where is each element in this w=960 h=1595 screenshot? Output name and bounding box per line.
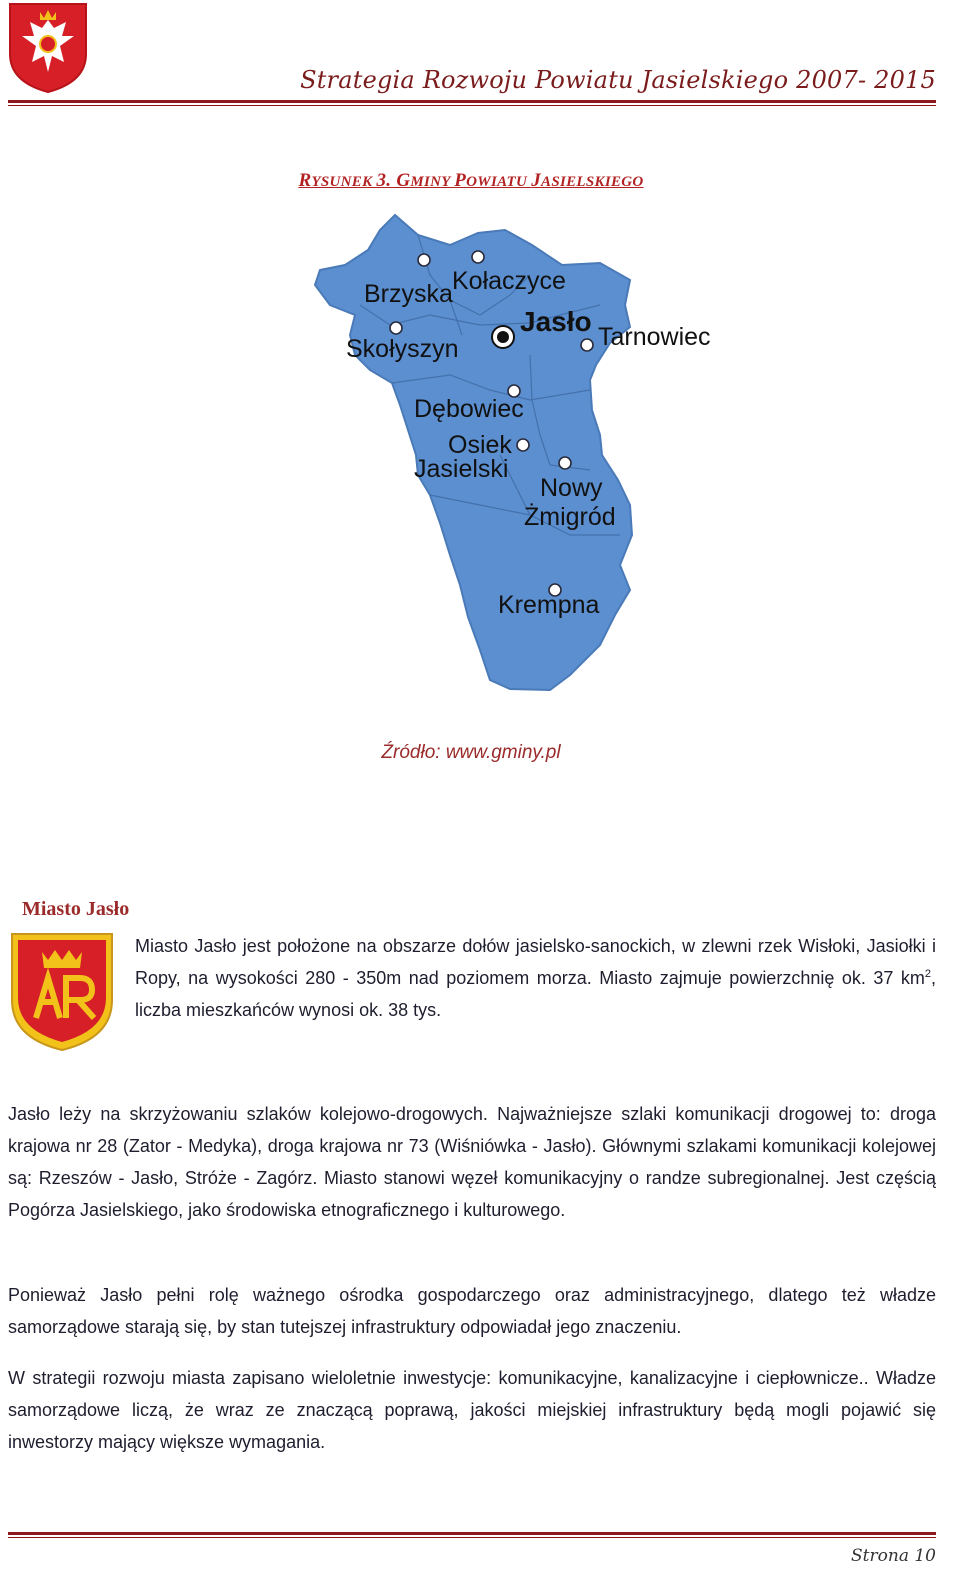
jaslo-crest-icon: [8, 930, 116, 1054]
header-divider-thin: [8, 105, 936, 106]
map-label-osiek-line1: Osiek: [448, 431, 512, 459]
figure-caption: RYSUNEK 3. GMINY POWIATU JASIELSKIEGO: [298, 170, 644, 191]
map-point-tarnowiec: [581, 339, 593, 351]
map-label-nowy-line1: Nowy: [540, 474, 603, 502]
map-point-osiek: [517, 439, 529, 451]
paragraph-transport: Jasło leży na skrzyżowaniu szlaków kolejowo-drogowych. Najważniejsze szlaki komunikacji drogowej to: droga krajowa nr 28 (Zator - Medyka), droga krajowa nr 73 (Wiśniówka - Jasło). Głównymi szlakami komunikacji kolejowej są: Rzeszów - Jasło, Stróże - Zagórz. Miasto stanowi węzeł komunikacyjny o randze subregionalnej. Jest częścią Pogórza Jasielskiego, jako środowiska etnograficznego i kulturowego.: [8, 1104, 936, 1220]
map-label-tarnowiec: Tarnowiec: [598, 323, 711, 351]
paragraph-jaslo-location: Miasto Jasło jest położone na obszarze dołów jasielsko-sanockich, w zlewni rzek Wisłoki, Jasiołki i Ropy, na wysokości 280 - 350m nad poziomem morza. Miasto zajmuje powierzchnię ok. 37 $km^2$, liczba mieszkańców wynosi ok. 38 tys.: [135, 936, 936, 1020]
eagle-crest-icon: [8, 2, 88, 94]
map-label-debowiec: Dębowiec: [414, 395, 524, 423]
document-header-title: Strategia Rozwoju Powiatu Jasielskiego 2007- 2015: [300, 66, 936, 94]
map-label-brzyska: Brzyska: [364, 280, 453, 308]
header-divider: [8, 100, 936, 103]
map-point-nowy-zmigrod: [559, 457, 571, 469]
footer-divider: [8, 1532, 936, 1535]
map-label-kolaczyce: Kołaczyce: [452, 267, 566, 295]
map-label-nowy-line2: Żmigród: [524, 503, 616, 531]
header-crest: [8, 2, 88, 94]
figure-source: Źródło: www.gminy.pl: [381, 742, 561, 763]
section-heading: Miasto Jasło: [22, 898, 130, 920]
map-label-osiek-line2: Jasielski: [414, 455, 509, 483]
map-point-jaslo-inner: [497, 331, 509, 343]
map-point-kolaczyce: [472, 251, 484, 263]
paragraph-economy: Ponieważ Jasło pełni rolę ważnego ośrodka gospodarczego oraz administracyjnego, dlatego też władze samorządowe starają się, by stan tutejszej infrastruktury odpowiadał jego znaczeniu.: [8, 1285, 936, 1337]
jaslo-crest: [8, 930, 116, 1054]
map-point-skolyszyn: [390, 322, 402, 334]
county-map: [300, 205, 730, 700]
map-label-krempna: Krempna: [498, 591, 600, 619]
footer-divider-thin: [8, 1537, 936, 1538]
map-label-jaslo: Jasło: [520, 306, 592, 337]
map-label-skolyszyn: Skołyszyn: [346, 335, 459, 363]
page-number: Strona 10: [851, 1546, 936, 1566]
paragraph-investments: W strategii rozwoju miasta zapisano wieloletnie inwestycje: komunikacyjne, kanalizacyjne i ciepłownicze.. Władze samorządowe liczą, że wraz ze znaczącą poprawą, jakości miejskiej infrastruktury będą mogli pojawić się inwestorzy mający większe wymagania.: [8, 1368, 936, 1452]
map-point-brzyska: [418, 254, 430, 266]
